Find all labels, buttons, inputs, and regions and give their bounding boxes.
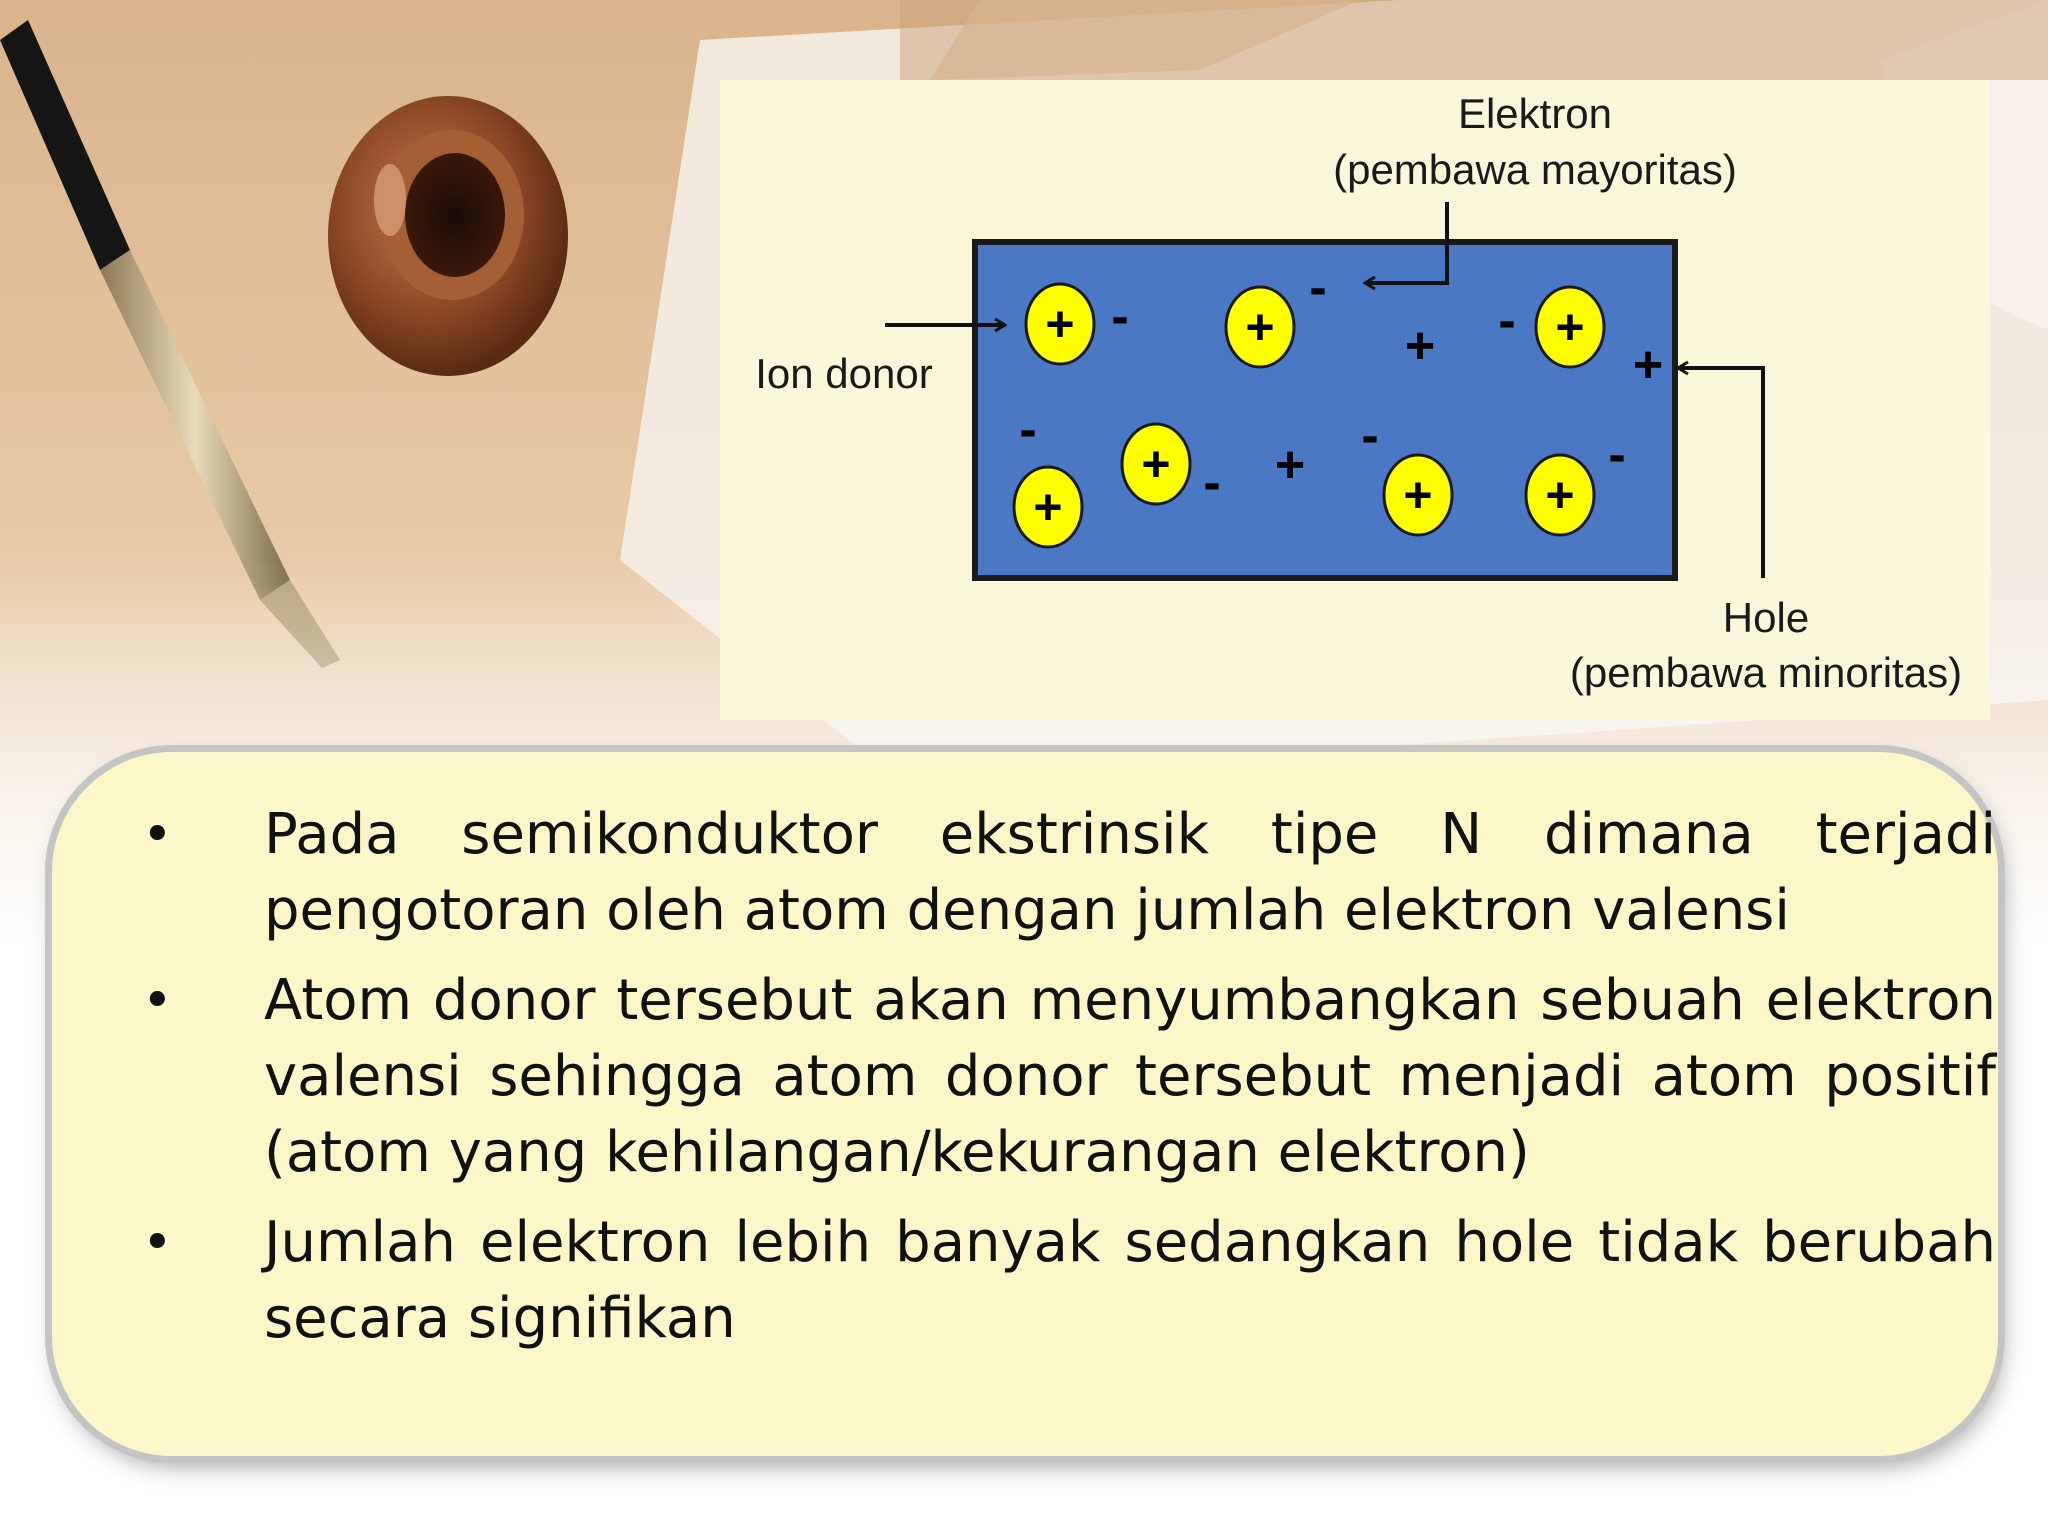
svg-text:+: + xyxy=(1545,467,1575,523)
electron-label-title: Elektron xyxy=(1457,90,1613,137)
electron-symbol: - xyxy=(1498,292,1516,350)
ion-donor-label: Ion donor xyxy=(755,350,933,397)
donor-ion xyxy=(1014,467,1082,547)
donor-ion xyxy=(1226,287,1294,367)
svg-text:+: + xyxy=(1245,299,1275,355)
electron-symbol: - xyxy=(1361,407,1379,465)
svg-text:+: + xyxy=(1141,436,1171,492)
diagram-panel xyxy=(720,80,1990,720)
bullet-list xyxy=(52,797,1998,1371)
electron-symbol: - xyxy=(1111,288,1129,346)
bullet-text: Jumlah elektron lebih banyak sedangkan hole tidak berubah secara signifikan xyxy=(264,1210,1996,1351)
n-type-semiconductor-diagram xyxy=(720,80,1990,720)
bullet-dot: • xyxy=(142,805,173,865)
electron-symbol: - xyxy=(1608,426,1626,484)
svg-text:+: + xyxy=(1045,296,1075,352)
electron-symbol: - xyxy=(1203,454,1221,512)
electron-symbol: - xyxy=(1309,259,1327,317)
bullet-item xyxy=(52,963,1998,1191)
donor-ion xyxy=(1122,424,1190,504)
donor-ion xyxy=(1026,284,1094,364)
bullet-text: Pada semikonduktor ekstrinsik tipe N dimana terjadi pengotoran oleh atom dengan jumlah elektron valensi xyxy=(264,802,1996,943)
bullet-item xyxy=(52,797,1998,949)
bullet-dot: • xyxy=(142,971,173,1031)
svg-text:+: + xyxy=(1555,299,1585,355)
bullet-dot: • xyxy=(142,1213,173,1273)
hole-symbol: + xyxy=(1274,436,1306,494)
electron-symbol: - xyxy=(1019,401,1037,459)
svg-text:+: + xyxy=(1403,467,1433,523)
hole-pointer-arrow xyxy=(1678,368,1763,578)
hole-label-title: Hole xyxy=(1722,594,1810,641)
electron-label-subtitle: (pembawa mayoritas) xyxy=(1333,146,1737,193)
bullet-text: Atom donor tersebut akan menyumbangkan sebuah elektron valensi sehingga atom donor tersebut menjadi atom positif (atom yang kehilangan/kekurangan elektron) xyxy=(264,968,1996,1185)
hole-symbol: + xyxy=(1404,317,1436,375)
text-content-box xyxy=(52,752,1998,1456)
bullet-item xyxy=(52,1205,1998,1357)
hole-symbol: + xyxy=(1632,336,1664,394)
donor-ion xyxy=(1536,287,1604,367)
hole-label-subtitle: (pembawa minoritas) xyxy=(1569,649,1963,696)
svg-text:+: + xyxy=(1033,479,1063,535)
donor-ion xyxy=(1526,455,1594,535)
donor-ion xyxy=(1384,455,1452,535)
